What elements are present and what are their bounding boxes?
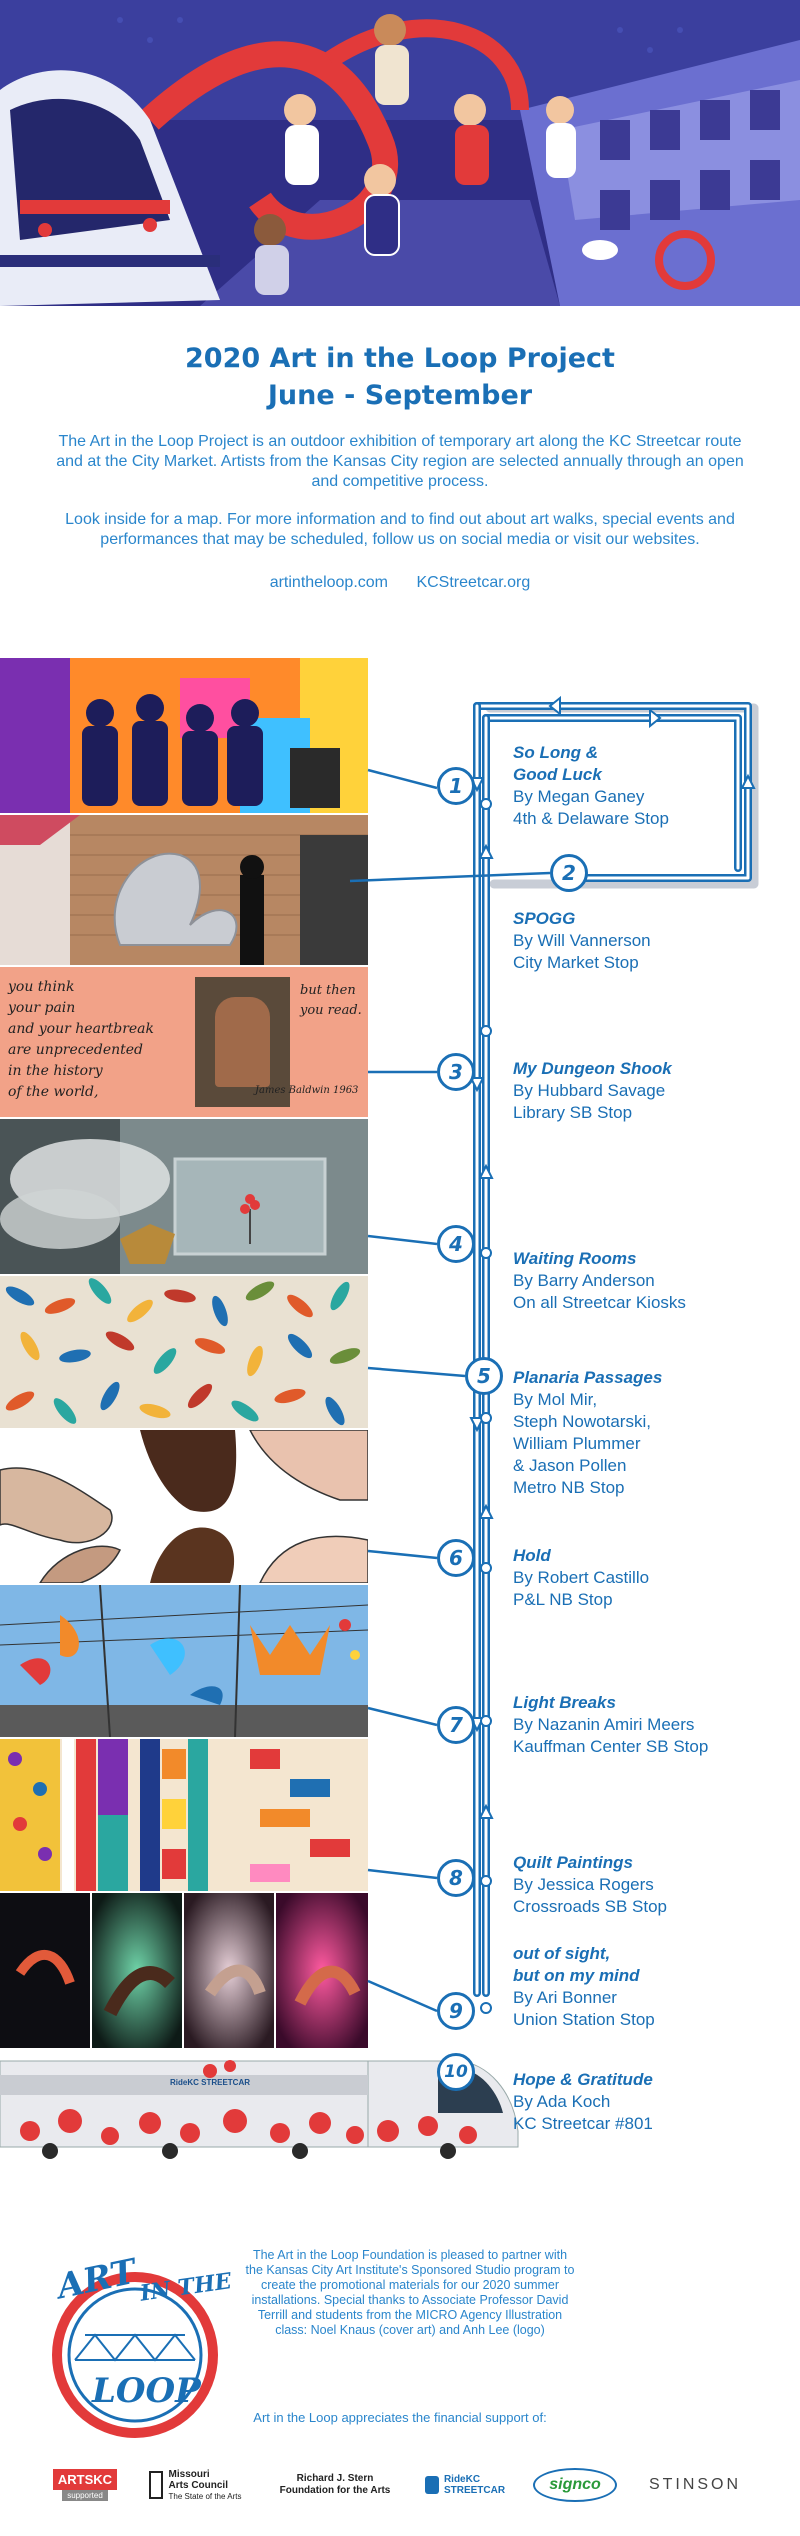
page-title: 2020 Art in the Loop Project: [185, 343, 615, 374]
artwork-location: Library SB Stop: [513, 1103, 633, 1122]
artwork-artist: By Will Vannerson: [513, 931, 651, 950]
artwork-title: Good Luck: [513, 765, 602, 784]
artwork-entry-4: [513, 1248, 783, 1314]
stop-badge-4: 4: [437, 1225, 475, 1263]
artwork-title: My Dungeon Shook: [513, 1059, 672, 1078]
artwork-artist: William Plummer: [513, 1434, 641, 1453]
artwork-artist: By Hubbard Savage: [513, 1081, 666, 1100]
artwork-location: City Market Stop: [513, 953, 639, 972]
artwork-entry-3: [513, 1058, 783, 1124]
artwork-title: Waiting Rooms: [513, 1249, 637, 1268]
artwork-artist: By Robert Castillo: [513, 1568, 650, 1587]
stinson-logo-text: STINSON: [648, 2476, 742, 2493]
artwork-artist: By Barry Anderson: [513, 1271, 655, 1290]
mac-logo-line: Missouri: [168, 2468, 210, 2480]
stern-logo-line: Richard J. Stern: [296, 2473, 374, 2484]
artwork-3-image: [0, 967, 368, 1117]
baldwin-quote-line: are unprecedented: [8, 1042, 144, 1058]
artwork-10-image: [0, 2051, 368, 2161]
streetcar-sign: RideKC STREETCAR: [170, 2078, 251, 2087]
logo-word-in-the: IN THE: [138, 2268, 234, 2307]
artwork-title: Quilt Paintings: [513, 1853, 633, 1872]
intro-paragraph: The Art in the Loop Project is an outdoor exhibition of temporary art along the KC Streetcar route and at the City Market. Artists from the Kansas City region are selected annually through an open and competitive process.: [56, 433, 744, 490]
artwork-artist: & Jason Pollen: [513, 1456, 627, 1475]
map-info-paragraph: Look inside for a map. For more information and to find out about art walks, special events and performances that may be scheduled, follow us on social media or visit our websites.: [65, 511, 735, 548]
artwork-entry-9: [513, 1943, 783, 2031]
stop-badge-3: 3: [437, 1053, 475, 1091]
stop-badge-10: 10: [437, 2053, 475, 2091]
artwork-location: Crossroads SB Stop: [513, 1897, 668, 1916]
stop-badge-8: 8: [437, 1859, 475, 1897]
artwork-2-image: [0, 815, 368, 965]
signco-logo-text: signco: [549, 2476, 601, 2493]
stern-logo-line: Foundation for the Arts: [279, 2485, 391, 2496]
logo-word-art: ART: [53, 2251, 140, 2308]
logo-word-loop: LOOP: [92, 2371, 201, 2411]
stinson-logo: [640, 2460, 750, 2510]
artwork-9-image: [0, 1893, 368, 2048]
ridekc-streetcar-logo: [420, 2460, 510, 2510]
artwork-entry-5: [513, 1367, 783, 1499]
artwork-location: 4th & Delaware Stop: [513, 809, 669, 828]
artwork-location: Union Station Stop: [513, 2010, 655, 2029]
stop-badge-7: 7: [437, 1706, 475, 1744]
artwork-location: Metro NB Stop: [513, 1478, 625, 1497]
baldwin-quote-line: of the world,: [8, 1084, 99, 1100]
artwork-location: P&L NB Stop: [513, 1590, 613, 1609]
artwork-title: SPOGG: [513, 909, 576, 928]
artwork-title: So Long &: [513, 743, 598, 762]
artwork-artist: By Megan Ganey: [513, 787, 645, 806]
artskc-logo: [50, 2460, 120, 2510]
artwork-7-image: [0, 1585, 368, 1737]
baldwin-quote-line: but then: [300, 983, 356, 998]
artwork-title: Hope & Gratitude: [513, 2070, 653, 2089]
signco-logo: [520, 2460, 630, 2510]
artwork-artist: By Nazanin Amiri Meers: [513, 1715, 695, 1734]
artwork-4-image: [0, 1119, 368, 1274]
baldwin-quote-line: in the history: [8, 1063, 103, 1079]
stern-foundation-logo: [265, 2460, 405, 2510]
ridekc-logo-top: RideKC: [443, 2474, 481, 2485]
artwork-6-image: [0, 1430, 368, 1583]
artwork-artist: By Ada Koch: [513, 2092, 611, 2111]
baldwin-signature: James Baldwin 1963: [255, 1085, 359, 1096]
artwork-entry-10: [513, 2069, 783, 2135]
stop-badge-9: 9: [437, 1992, 475, 2030]
artwork-entry-2: [513, 908, 783, 974]
artwork-title: Planaria Passages: [513, 1368, 663, 1387]
kcstreetcar-link[interactable]: KCStreetcar.org: [416, 574, 531, 591]
artwork-title: out of sight,: [513, 1944, 611, 1963]
intro-section: [40, 340, 760, 592]
stop-badge-6: 6: [437, 1539, 475, 1577]
artwork-title: Light Breaks: [513, 1693, 616, 1712]
artwork-entry-1: [513, 742, 783, 830]
artwork-artist: By Jessica Rogers: [513, 1875, 654, 1894]
partner-statement: The Art in the Loop Foundation is pleased to partner with the Kansas City Art Institute's Sponsored Studio program to create the promotional materials for our 2020 summer installations. Special thanks to Associate Professor David Terrill and students from the MICRO Agency Illustration class: Noel Knaus (cover art) and Anh Lee (logo): [245, 2248, 575, 2337]
artwork-location: KC Streetcar #801: [513, 2114, 653, 2133]
sponsor-logos: [40, 2460, 760, 2510]
artwork-entry-8: [513, 1852, 783, 1918]
ridekc-logo-bottom: STREETCAR: [443, 2485, 506, 2496]
artwork-artist: By Mol Mir,: [513, 1390, 598, 1409]
artintheloop-link[interactable]: artintheloop.com: [269, 574, 388, 591]
baldwin-quote-line: you think: [8, 979, 75, 995]
baldwin-quote-line: you read.: [300, 1003, 362, 1018]
baldwin-quote-line: and your heartbreak: [8, 1021, 155, 1037]
missouri-arts-council-logo: [140, 2460, 250, 2510]
artwork-title: but on my mind: [513, 1966, 640, 1985]
artwork-artist: Steph Nowotarski,: [513, 1412, 651, 1431]
artwork-8-image: [0, 1739, 368, 1891]
artwork-entry-6: [513, 1545, 783, 1611]
financial-support-text: Art in the Loop appreciates the financial support of:: [253, 2410, 547, 2425]
artskc-logo-subtext: supported: [62, 2490, 108, 2501]
stop-badge-5: 5: [465, 1357, 503, 1395]
artwork-5-image: [0, 1276, 368, 1428]
artwork-artist: By Ari Bonner: [513, 1988, 617, 2007]
artwork-entry-7: [513, 1692, 783, 1758]
artwork-location: On all Streetcar Kiosks: [513, 1293, 686, 1312]
mac-logo-line: Arts Council: [168, 2479, 228, 2491]
stop-badge-1: 1: [437, 767, 475, 805]
cover-illustration: [0, 0, 800, 306]
artwork-1-image: [0, 658, 368, 813]
stop-badge-2: 2: [550, 854, 588, 892]
artskc-logo-text: ARTSKC: [53, 2469, 117, 2490]
mac-logo-tagline: The State of the Arts: [168, 2491, 242, 2501]
page-subtitle: June - September: [267, 380, 533, 411]
artwork-title: Hold: [513, 1546, 551, 1565]
baldwin-quote-line: your pain: [8, 1000, 76, 1016]
artwork-location: Kauffman Center SB Stop: [513, 1737, 709, 1756]
website-links: [40, 574, 760, 592]
